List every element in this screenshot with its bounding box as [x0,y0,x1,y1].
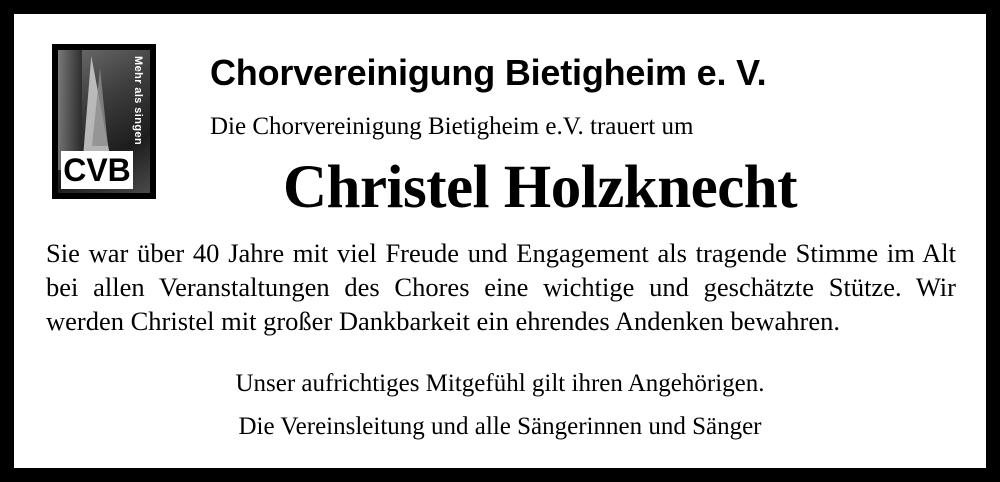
tribute-paragraph: Sie war über 40 Jahre mit viel Freude und Engagement als tragende Stimme im Alt bei allen Veranstaltungen des Chores eine wichtige und geschätzte Stütze. Wir werden Christel mit großer Dankbarkeit ein ehrendes Andenken bewahren. [46,238,956,336]
notice-header [14,14,986,226]
organization-title: Chorvereinigung Bietigheim e. V. [210,52,767,93]
logo-monogram: CVB [61,151,133,189]
condolence-line: Unser aufrichtiges Mitgefühl gilt ihren Angehörigen. [235,370,765,397]
deceased-name: Christel Holzknecht [282,154,798,221]
mourning-intro-line: Die Chorvereinigung Bietigheim e.V. trauert um [210,113,694,140]
notice-inner [14,14,986,468]
logo-slogan: Mehr als singen [132,56,144,146]
logo-sail-secondary-shape [92,68,108,146]
signature-line: Die Vereinsleitung und alle Sängerinnen und Sänger [238,413,762,440]
